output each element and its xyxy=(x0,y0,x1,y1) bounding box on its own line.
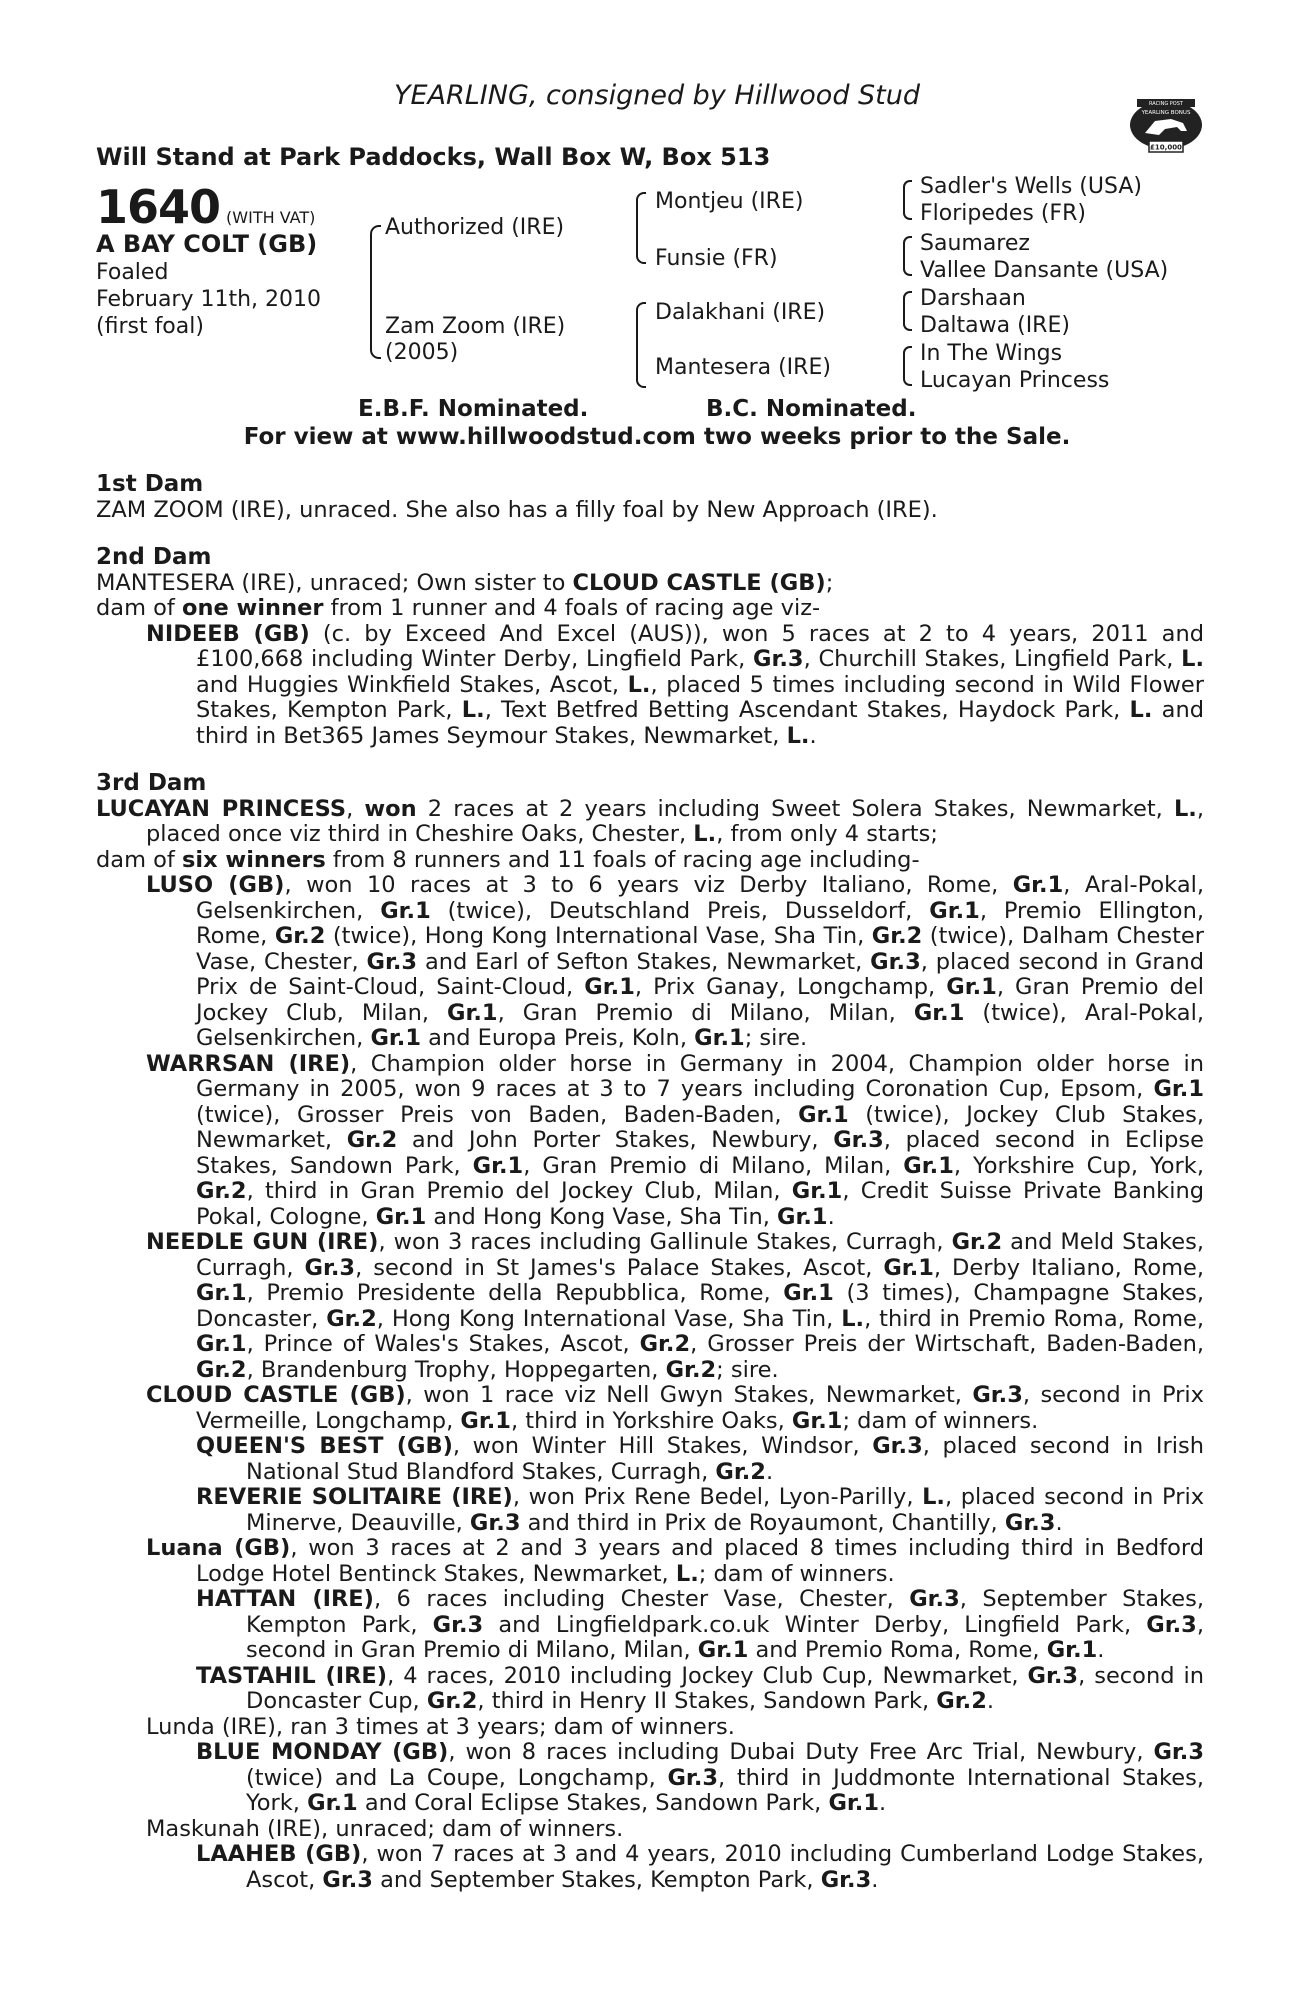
pedigree-g3-7: In The Wings xyxy=(920,341,1063,366)
third-dam-heading: 3rd Dam xyxy=(96,770,207,796)
pedigree-dam-sire: Dalakhani (IRE) xyxy=(655,300,826,325)
first-dam-text: ZAM ZOOM (IRE), unraced. She also has a filly foal by New Approach (IRE). xyxy=(96,496,938,523)
bc-nominated: B.C. Nominated. xyxy=(706,396,917,422)
ebf-nominated: E.B.F. Nominated. xyxy=(358,396,589,422)
pedigree-g3-1: Sadler's Wells (USA) xyxy=(920,174,1142,199)
pedigree-sire-dam: Funsie (FR) xyxy=(655,246,778,271)
pedigree-dam-year: (2005) xyxy=(385,340,459,365)
progeny-reverie-solitaire: REVERIE SOLITAIRE (IRE), won Prix Rene Bedel, Lyon-Parilly, L., placed second in Prix Minerve, Deauville, Gr.3 and third in Prix de Royaumont, Chantilly, Gr.3. xyxy=(196,1484,1205,1536)
badge-line-2: YEARLING BONUS xyxy=(1141,110,1191,116)
pedigree-sire: Authorized (IRE) xyxy=(385,215,565,240)
pedigree-dam-dam: Mantesera (IRE) xyxy=(655,355,831,380)
pedigree-g3-5: Darshaan xyxy=(920,286,1026,311)
vat-note: (WITH VAT) xyxy=(226,208,316,227)
brace-gen1 xyxy=(370,225,381,359)
brace-dam xyxy=(636,302,646,388)
lot-description: A BAY COLT (GB) xyxy=(96,230,318,258)
consignment-header: YEARLING, consigned by Hillwood Stud xyxy=(393,80,921,111)
brace-sire xyxy=(636,192,646,264)
progeny-maskunah: Maskunah (IRE), unraced; dam of winners. xyxy=(146,1815,624,1842)
third-dam-lucayan: LUCAYAN PRINCESS, won 2 races at 2 years including Sweet Solera Stakes, Newmarket, L., placed once viz third in Cheshire Oaks, Chester, L., from only 4 starts; xyxy=(96,795,1205,847)
third-dam-produce-summary: dam of six winners from 8 runners and 11 foals of racing age including- xyxy=(96,846,920,873)
progeny-queens-best: QUEEN'S BEST (GB), won Winter Hill Stakes, Windsor, Gr.3, placed second in Irish National Stud Blandford Stakes, Curragh, Gr.2. xyxy=(196,1433,1205,1485)
progeny-nideeb: NIDEEB (GB) (c. by Exceed And Excel (AUS)), won 5 races at 2 to 4 years, 2011 and £100,668 including Winter Derby, Lingfield Park, Gr.3, Churchill Stakes, Lingfield Park, L. and Huggies Winkfield Stakes, Ascot, L., placed 5 times including second in Wild Flower Stakes, Kempton Park, L., Text Betfred Betting Ascendant Stakes, Haydock Park, L. and third in Bet365 James Seymour Stakes, Newmarket, L.. xyxy=(146,620,1204,749)
badge-amount: £10,000 xyxy=(1150,143,1182,152)
pedigree-g3-4: Vallee Dansante (USA) xyxy=(920,258,1169,283)
foal-note: (first foal) xyxy=(96,314,204,339)
progeny-needle-gun: NEEDLE GUN (IRE), won 3 races including Gallinule Stakes, Curragh, Gr.2 and Meld Stakes, Curragh, Gr.3, second in St James's Palace Stakes, Ascot, Gr.1, Derby Italiano, Rome, Gr.1, Premio Presidente della Repubblica, Rome, Gr.1 (3 times), Champagne Stakes, Doncaster, Gr.2, Hong Kong International Vase, Sha Tin, L., third in Premio Roma, Rome, Gr.1, Prince of Wales's Stakes, Ascot, Gr.2, Grosser Preis der Wirtschaft, Baden-Baden, Gr.2, Brandenburg Trophy, Hoppegarten, Gr.2; sire. xyxy=(146,1229,1204,1383)
foaled-info xyxy=(96,259,321,340)
pedigree-g3-6: Daltawa (IRE) xyxy=(920,313,1070,338)
yearling-bonus-badge xyxy=(1125,97,1207,155)
brace-g3-1 xyxy=(903,180,912,220)
progeny-warrsan: WARRSAN (IRE), Champion older horse in Germany in 2004, Champion older horse in Germany in 2005, won 9 races at 3 to 7 years including Coronation Cup, Epsom, Gr.1 (twice), Grosser Preis von Baden, Baden-Baden, Gr.1 (twice), Jockey Club Stakes, Newmarket, Gr.2 and John Porter Stakes, Newbury, Gr.3, placed second in Eclipse Stakes, Sandown Park, Gr.1, Gran Premio di Milano, Milan, Gr.1, Yorkshire Cup, York, Gr.2, third in Gran Premio del Jockey Club, Milan, Gr.1, Credit Suisse Private Banking Pokal, Cologne, Gr.1 and Hong Kong Vase, Sha Tin, Gr.1. xyxy=(146,1050,1205,1230)
catalogue-body xyxy=(96,472,1204,1893)
pedigree-g3-3: Saumarez xyxy=(920,231,1030,256)
progeny-lunda: Lunda (IRE), ran 3 times at 3 years; dam of winners. xyxy=(146,1713,735,1740)
badge-line-1: RACING POST xyxy=(1149,101,1183,107)
pedigree-g3-8: Lucayan Princess xyxy=(920,368,1110,393)
progeny-cloud-castle: CLOUD CASTLE (GB), won 1 race viz Nell Gwyn Stakes, Newmarket, Gr.3, second in Prix Vermeille, Longchamp, Gr.1, third in Yorkshire Oaks, Gr.1; dam of winners. xyxy=(146,1382,1204,1434)
brace-g3-3 xyxy=(903,291,912,331)
progeny-luana: Luana (GB), won 3 races at 2 and 3 years and placed 8 times including third in Bedford Lodge Hotel Bentinck Stakes, Newmarket, L.; dam of winners. xyxy=(146,1535,1204,1587)
first-dam-heading: 1st Dam xyxy=(96,471,204,497)
stand-location: Will Stand at Park Paddocks, Wall Box W, Box 513 xyxy=(96,143,771,171)
pedigree-g3-2: Floripedes (FR) xyxy=(920,201,1086,226)
second-dam-produce-summary: dam of one winner from 1 runner and 4 foals of racing age viz- xyxy=(96,595,821,621)
pedigree-sire-sire: Montjeu (IRE) xyxy=(655,189,804,214)
view-note: For view at www.hillwoodstud.com two weeks prior to the Sale. xyxy=(243,424,1071,450)
second-dam-heading: 2nd Dam xyxy=(96,544,212,570)
progeny-laaheb: LAAHEB (GB), won 7 races at 3 and 4 years, 2010 including Cumberland Lodge Stakes, Ascot, Gr.3 and September Stakes, Kempton Park, Gr.3. xyxy=(196,1841,1205,1893)
progeny-luso: LUSO (GB), won 10 races at 3 to 6 years viz Derby Italiano, Rome, Gr.1, Aral-Pokal, Gelsenkirchen, Gr.1 (twice), Deutschland Preis, Dusseldorf, Gr.1, Premio Ellington, Rome, Gr.2 (twice), Hong Kong International Vase, Sha Tin, Gr.2 (twice), Dalham Chester Vase, Chester, Gr.3 and Earl of Sefton Stakes, Newmarket, Gr.3, placed second in Grand Prix de Saint-Cloud, Saint-Cloud, Gr.1, Prix Ganay, Longchamp, Gr.1, Gran Premio del Jockey Club, Milan, Gr.1, Gran Premio di Milano, Milan, Gr.1 (twice), Aral-Pokal, Gelsenkirchen, Gr.1 and Europa Preis, Koln, Gr.1; sire. xyxy=(146,872,1205,1051)
brace-g3-2 xyxy=(903,236,912,276)
lot-number: 1640 xyxy=(96,180,221,234)
foaled-date: February 11th, 2010 xyxy=(96,287,322,312)
second-dam-intro: MANTESERA (IRE), unraced; Own sister to CLOUD CASTLE (GB); xyxy=(96,569,834,596)
progeny-blue-monday: BLUE MONDAY (GB), won 8 races including Dubai Duty Free Arc Trial, Newbury, Gr.3 (twice) and La Coupe, Longchamp, Gr.3, third in Juddmonte International Stakes, York, Gr.1 and Coral Eclipse Stakes, Sandown Park, Gr.1. xyxy=(196,1739,1204,1816)
progeny-hattan: HATTAN (IRE), 6 races including Chester Vase, Chester, Gr.3, September Stakes, Kempton Park, Gr.3 and Lingfieldpark.co.uk Winter Derby, Lingfield Park, Gr.3, second in Gran Premio di Milano, Milan, Gr.1 and Premio Roma, Rome, Gr.1. xyxy=(196,1586,1204,1663)
foaled-label: Foaled xyxy=(96,260,169,285)
pedigree-dam: Zam Zoom (IRE) xyxy=(385,314,566,339)
brace-g3-4 xyxy=(903,346,912,386)
lot-number-line xyxy=(96,180,315,234)
progeny-tastahil: TASTAHIL (IRE), 4 races, 2010 including Jockey Club Cup, Newmarket, Gr.3, second in Doncaster Cup, Gr.2, third in Henry II Stakes, Sandown Park, Gr.2. xyxy=(196,1662,1204,1714)
